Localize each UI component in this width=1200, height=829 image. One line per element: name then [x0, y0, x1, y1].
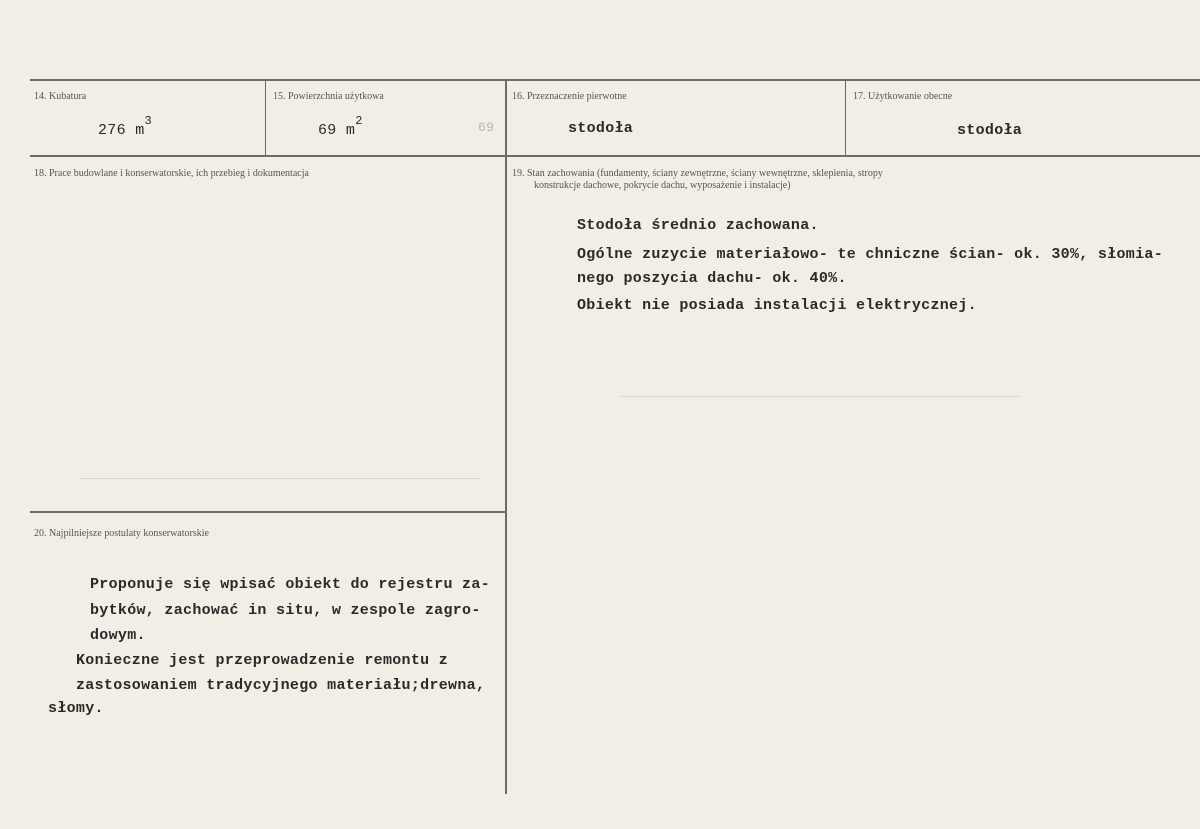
- field-15-ghost: 69: [478, 120, 495, 135]
- field-19-label-line1: 19. Stan zachowania (fundamenty, ściany zewnętrzne, ściany wewnętrzne, sklepienia, stropy: [512, 168, 883, 179]
- field-14-unit-sup: 3: [144, 114, 153, 128]
- field-15-label: 15. Powierzchnia użytkowa: [273, 91, 384, 102]
- rule-mid: [30, 155, 1200, 157]
- field-19-line: Obiekt nie posiada instalacji elektrycznej.: [577, 297, 977, 314]
- field-19-line: nego poszycia dachu- ok. 40%.: [577, 270, 847, 287]
- field-15-unit-sup: 2: [355, 114, 363, 128]
- faint-line: [80, 478, 480, 479]
- field-17-value: stodoła: [957, 122, 1023, 139]
- rule-top: [30, 79, 1200, 81]
- field-19-label-line2: konstrukcje dachowe, pokrycie dachu, wyposażenie i instalacje): [534, 180, 791, 191]
- field-15-value: [318, 114, 363, 139]
- field-14-label: 14. Kubatura: [34, 91, 87, 102]
- field-20-line: zastosowaniem tradycyjnego materiału;drewna,: [76, 677, 486, 694]
- field-20-line: słomy.: [48, 700, 104, 717]
- rule-v2: [505, 79, 507, 794]
- rule-v1: [265, 79, 266, 156]
- field-15-number: 69 m: [318, 122, 356, 139]
- field-18-label: 18. Prace budowlane i konserwatorskie, ich przebieg i dokumentacja: [34, 168, 309, 179]
- field-20-label: 20. Najpilniejsze postulaty konserwatorskie: [34, 528, 209, 539]
- field-20-line: Proponuje się wpisać obiekt do rejestru za-: [90, 576, 490, 593]
- field-20-line: Konieczne jest przeprowadzenie remontu z: [76, 652, 449, 669]
- rule-left-split: [30, 511, 506, 513]
- field-16-value: stodoła: [568, 120, 634, 137]
- field-19-line: Ogólne zuzycie materiałowo- te chniczne ścian- ok. 30%, słomia-: [577, 246, 1163, 263]
- field-19-line: Stodoła średnio zachowana.: [577, 217, 819, 234]
- field-14-value: [98, 114, 153, 139]
- field-20-line: bytków, zachować in situ, w zespole zagro-: [90, 602, 481, 619]
- field-16-label: 16. Przeznaczenie pierwotne: [512, 91, 627, 102]
- rule-v3: [845, 79, 846, 156]
- faint-line: [620, 396, 1020, 397]
- field-20-line: dowym.: [90, 627, 146, 644]
- field-14-number: 276 m: [98, 122, 145, 139]
- field-17-label: 17. Użytkowanie obecne: [853, 91, 953, 102]
